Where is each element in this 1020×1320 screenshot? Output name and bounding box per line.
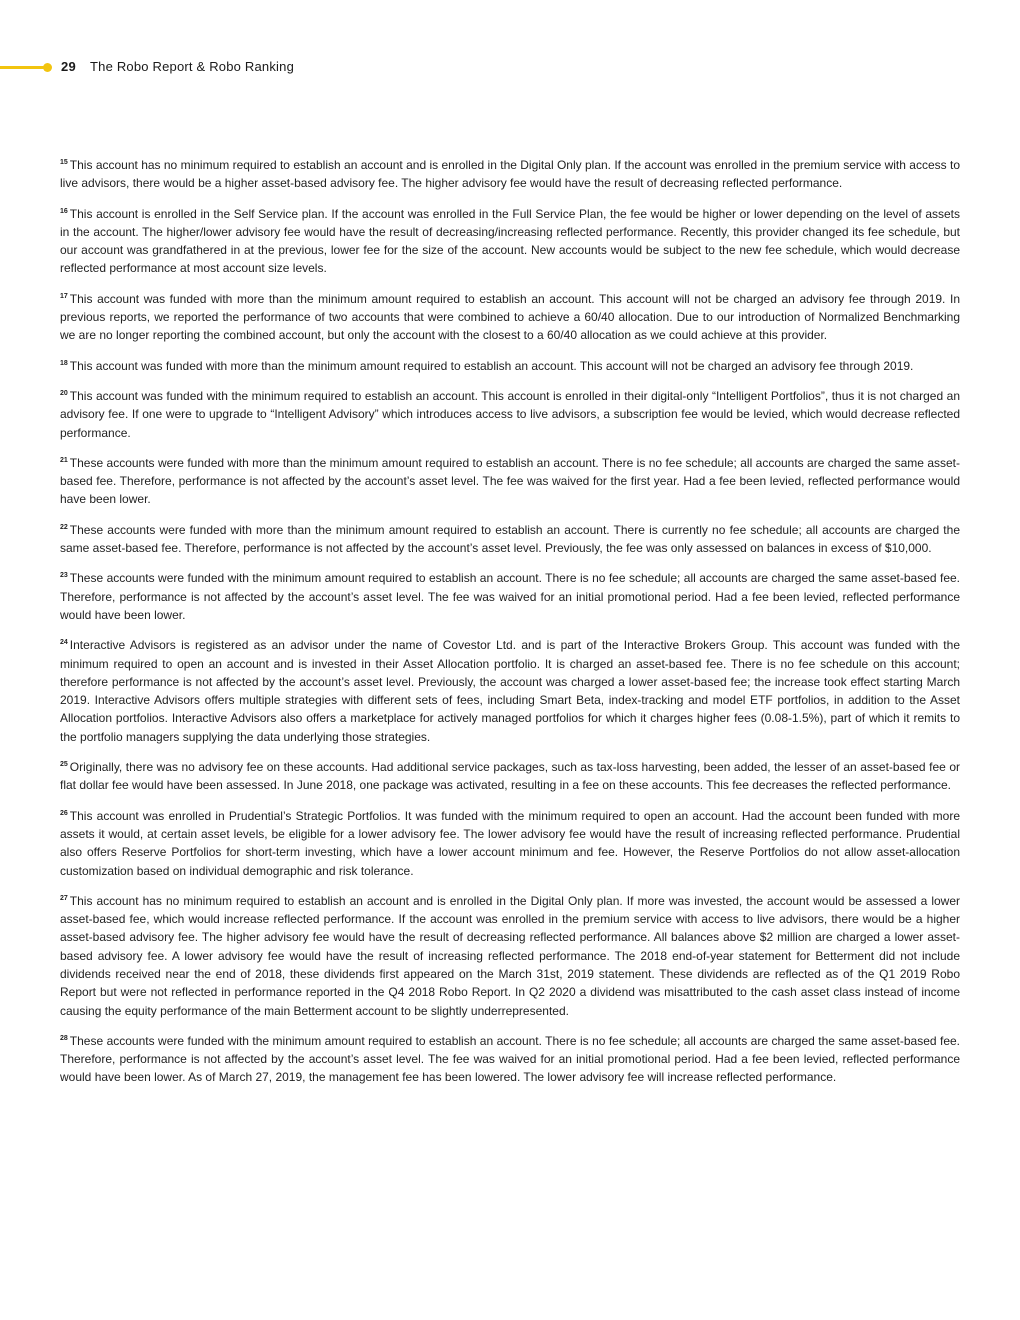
footnote (60, 387, 960, 442)
footnote-number: 24 (60, 639, 68, 647)
footnote (60, 636, 960, 746)
footnote-text: This account was funded with more than the minimum amount required to establish an account. This account will not be charged an advisory fee through 2019. In previous reports, we reported the performance of two accounts that were combined to achieve a 60/40 allocation. Due to our introduction of Normalized Benchmarking we are no longer reporting the combined account, but only the account with the closest to a 60/40 allocation as we could achieve at this provider. (60, 291, 960, 343)
page-header (0, 58, 1020, 78)
footnote-text: These accounts were funded with more than the minimum amount required to establish an account. There is no fee schedule; all accounts are charged the same asset-based fee. Therefore, performance is not affected by the account’s asset level. The fee was waived for the first year. Had a fee been levied, reflected performance would have been lower. (60, 455, 960, 507)
footnote-text: This account is enrolled in the Self Service plan. If the account was enrolled in the Full Service Plan, the fee would be higher or lower depending on the level of assets in the account. The higher/lower advisory fee would have the result of decreasing/increasing reflected performance. Recently, this provider changed its fee schedule, but our account was grandfathered in at the previous, lower fee for the size of the account. New accounts would be subject to the new fee schedule, which would decrease reflected performance at most account size levels. (60, 206, 960, 276)
footnote-number: 26 (60, 809, 68, 817)
footnote-text: Interactive Advisors is registered as an advisor under the name of Covestor Ltd. and is part of the Interactive Brokers Group. This account was funded with the minimum required to open an account and is invested in their Asset Allocation portfolio. It is charged an asset-based fee. There is no fee schedule on this account; therefore performance is not affected by the account’s asset level. Previously, the account was charged a lower asset-based fee; the increase took effect starting March 2019. Interactive Advisors offers multiple strategies with different sets of fees, including Smart Beta, index-tracking and model ETF portfolios, in addition to the Asset Allocation portfolios. Interactive Advisors also offers a marketplace for actively managed portfolios for which it charges higher fees (0.08-1.5%), part of which it remits to the portfolio managers supplying the data underlying those strategies. (60, 638, 960, 744)
footnote (60, 892, 960, 1020)
footnote-text: This account has no minimum required to establish an account and is enrolled in the Digital Only plan. If the account was enrolled in the premium service with access to live advisors, there would be a higher asset-based advisory fee. The higher advisory fee would have the result of decreasing reflected performance. (60, 158, 960, 191)
footnote-number: 16 (60, 207, 68, 215)
footnote (60, 156, 960, 193)
footnote (60, 758, 960, 795)
footnote-number: 21 (60, 456, 68, 464)
footnote-number: 23 (60, 572, 68, 580)
running-title: The Robo Report & Robo Ranking (90, 59, 295, 74)
accent-line (0, 66, 46, 69)
footnote (60, 290, 960, 345)
footnote (60, 521, 960, 558)
footnote-text: These accounts were funded with the minimum amount required to establish an account. There is no fee schedule; all accounts are charged the same asset-based fee. Therefore, performance is not affected by the account’s asset level. The fee was waived for an initial promotional period. Had a fee been levied, reflected performance would have been lower. As of March 27, 2019, the management fee has been lowered. The lower advisory fee will increase reflected performance. (60, 1033, 960, 1085)
accent-dot-icon (43, 63, 52, 72)
page-number: 29 (61, 59, 77, 74)
footnotes-section (60, 156, 960, 1099)
footnote-text: These accounts were funded with the minimum amount required to establish an account. There is no fee schedule; all accounts are charged the same asset-based fee. Therefore, performance is not affected by the account’s asset level. The fee was waived for an initial promotional period. Had a fee been levied, reflected performance would have been lower. (60, 571, 960, 622)
footnote-text: This account was enrolled in Prudential’s Strategic Portfolios. It was funded with the minimum required to open an account. Had the account been funded with more assets it would, at certain asset levels, be eligible for a lower advisory fee. The lower advisory fee would have the result of increasing reflected performance. Prudential also offers Reserve Portfolios for short-term investing, which have a lower account minimum and fee. However, the Reserve Portfolios do not allow asset-allocation customization based on individual demographic and risk tolerance. (60, 808, 960, 878)
footnote-number: 25 (60, 761, 68, 769)
footnote-text: Originally, there was no advisory fee on these accounts. Had additional service packages, such as tax-loss harvesting, been added, the lesser of an asset-based fee or flat dollar fee would have been assessed. In June 2018, one package was activated, resulting in a fee on these accounts. This fee decreases the reflected performance. (60, 760, 960, 793)
footnote-number: 22 (60, 523, 68, 531)
footnote (60, 1032, 960, 1087)
footnote-text: These accounts were funded with more than the minimum amount required to establish an account. There is currently no fee schedule; all accounts are charged the same asset-based fee. Therefore, performance is not affected by the account’s asset level. Previously, the fee was only assessed on balances in excess of $10,000. (60, 522, 960, 556)
footnote (60, 454, 960, 509)
footnote (60, 357, 960, 375)
footnote (60, 569, 960, 624)
footnote-text: This account was funded with more than the minimum amount required to establish an account. This account will not be charged an advisory fee through 2019. (69, 358, 914, 373)
footnote-number: 17 (60, 292, 68, 300)
footnote-number: 20 (60, 389, 68, 397)
footnote-number: 15 (60, 159, 68, 166)
footnote-text: This account has no minimum required to establish an account and is enrolled in the Digital Only plan. If more was invested, the account would be assessed a lower asset-based fee, which would increase reflected performance. If the account was enrolled in the premium service with access to live advisors, there would be a higher asset-based advisory fee. The higher advisory fee would have the result of decreasing reflected performance. All balances above $2 million are charged a lower asset-based advisory fee. A lower advisory fee would have the result of increasing reflected performance. The 2018 end-of-year statement for Betterment did not include dividends received near the end of 2018, these dividends first appeared on the March 31st, 2019 statement. These dividends are reflected as of the Q1 2019 Robo Report but were not reflected in performance reported in the Q4 2018 Robo Report. In Q2 2020 a dividend was misattributed to the cash asset class instead of income causing the equity performance of the main Betterment account to be slightly underrepresented. (60, 893, 960, 1018)
footnote-number: 28 (60, 1034, 68, 1042)
footnote-number: 18 (60, 359, 68, 367)
footnote-text: This account was funded with the minimum required to establish an account. This account is enrolled in their digital-only “Intelligent Portfolios”, thus it is not charged an advisory fee. If one were to upgrade to “Intelligent Advisory” which introduces access to live advisors, a subscription fee would be levied, which would decrease reflected performance. (60, 388, 960, 440)
footnote (60, 807, 960, 880)
footnote-number: 27 (60, 894, 68, 902)
footnote (60, 205, 960, 278)
